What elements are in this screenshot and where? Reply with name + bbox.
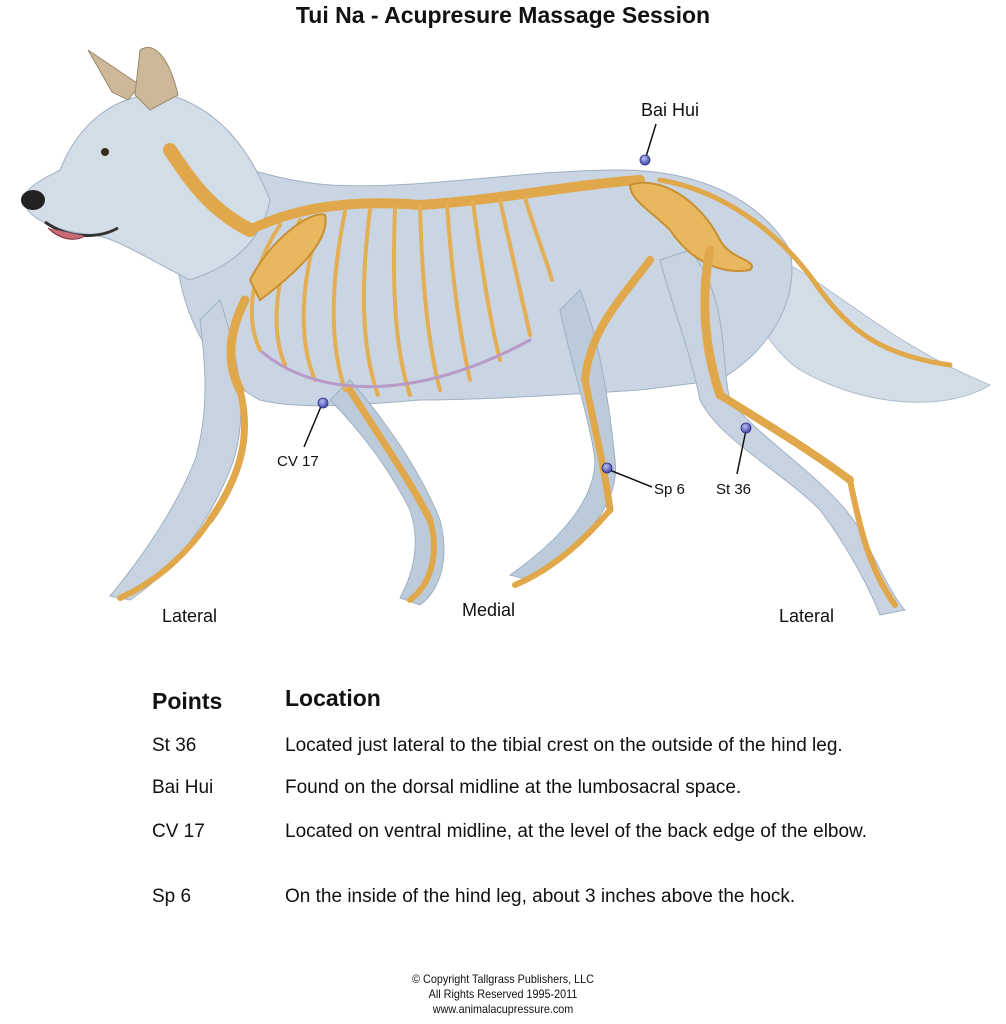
row-location: Located just lateral to the tibial crest on the outside of the hind leg.: [285, 735, 843, 756]
point-marker-sp6: [602, 463, 612, 473]
view-label-lateral-left: Lateral: [162, 606, 218, 626]
row-point: Bai Hui: [152, 777, 214, 798]
rights-text: All Rights Reserved 1995-2011: [428, 987, 578, 1001]
point-marker-st36: [741, 423, 751, 433]
row-location: Located on ventral midline, at the level of the back edge of the elbow.: [285, 821, 867, 842]
copyright-footer: [0, 972, 1006, 1017]
label-st36: St 36: [716, 481, 752, 498]
label-sp6: Sp 6: [654, 481, 685, 498]
row-point: Sp 6: [152, 886, 192, 907]
row-point: CV 17: [152, 821, 205, 842]
row-point: St 36: [152, 735, 197, 756]
point-marker-cv17: [318, 398, 328, 408]
website-text: www.animalacupressure.com: [432, 1002, 574, 1016]
view-label-medial: Medial: [462, 600, 516, 620]
view-label-lateral-right: Lateral: [779, 606, 835, 626]
header-location: Location: [285, 685, 381, 711]
page-title: Tui Na - Acupresure Massage Session: [295, 2, 711, 28]
row-location: On the inside of the hind leg, about 3 inches above the hock.: [285, 886, 796, 907]
label-bai-hui: Bai Hui: [641, 100, 700, 120]
header-points: Points: [152, 688, 223, 714]
dog-body: [21, 47, 990, 615]
row-location: Found on the dorsal midline at the lumbosacral space.: [285, 777, 742, 798]
dog-skeleton-illustration: [0, 30, 1006, 640]
copyright-text: © Copyright Tallgrass Publishers, LLC: [412, 972, 594, 986]
label-cv17: CV 17: [277, 453, 319, 470]
point-marker-bai-hui: [640, 155, 650, 165]
